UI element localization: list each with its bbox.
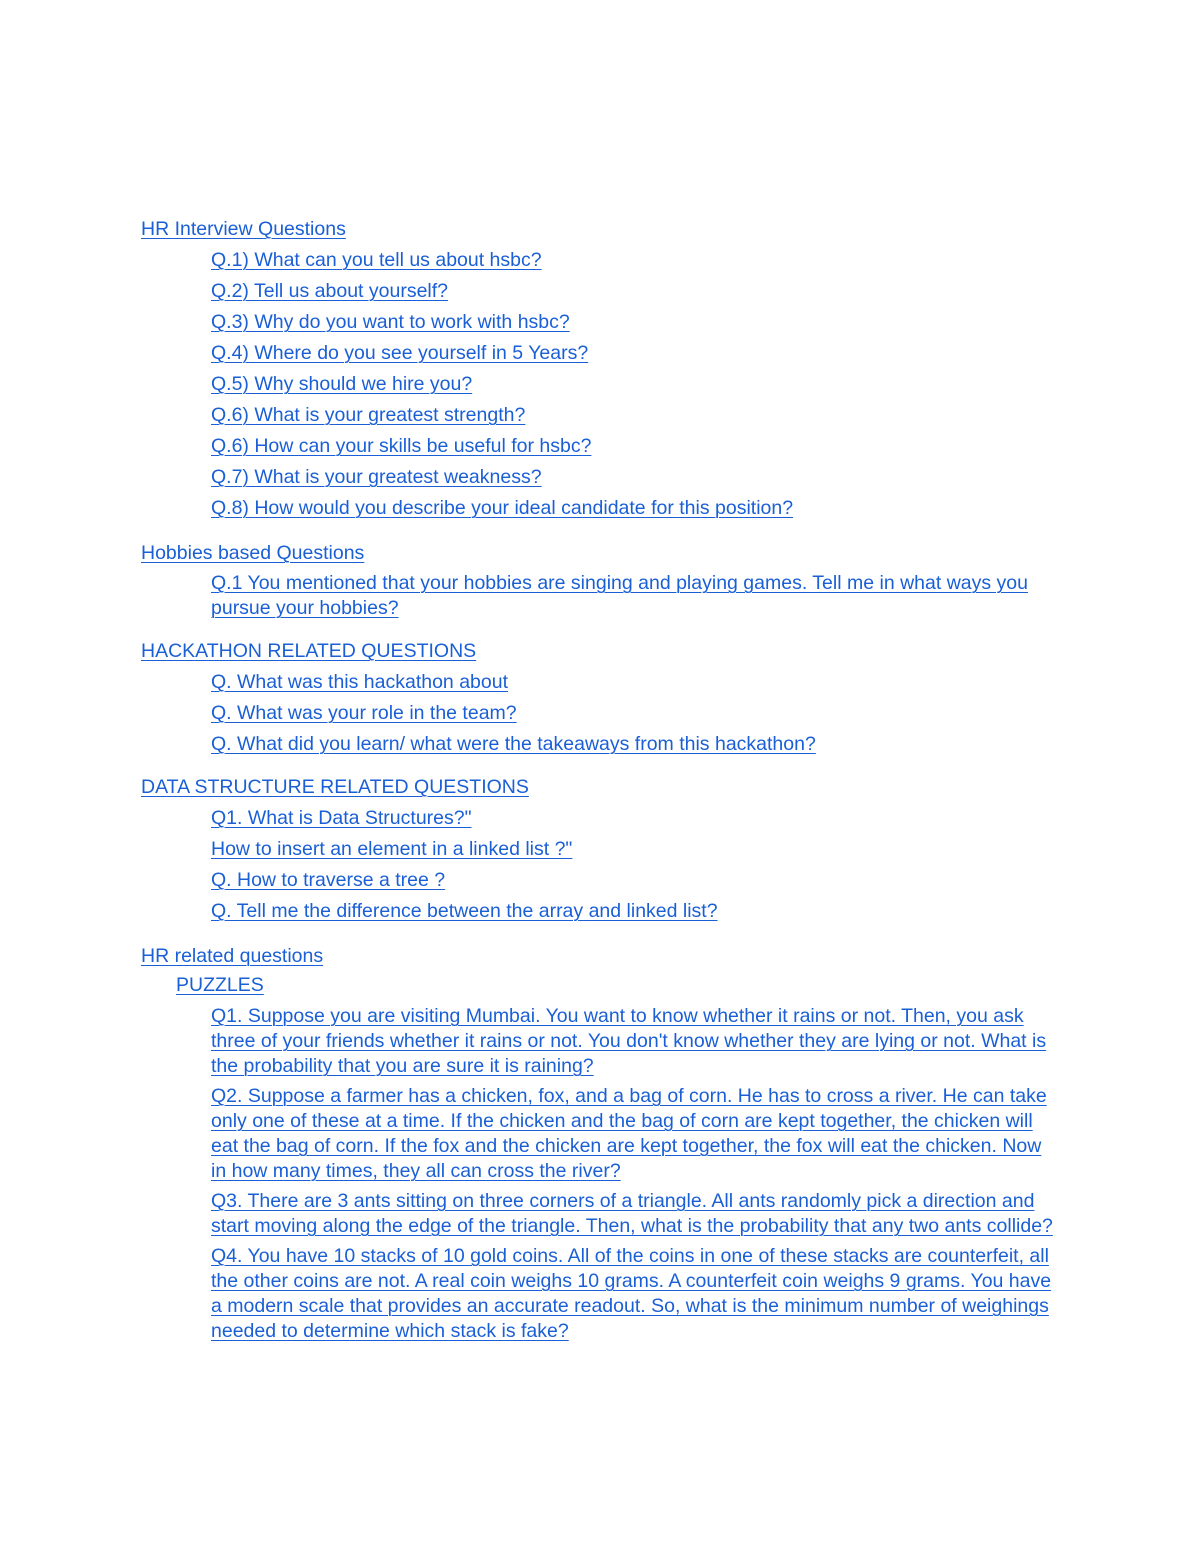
toc-link[interactable]: Q2. Suppose a farmer has a chicken, fox, and a bag of corn. He has to cross a river. He can take only one of these at a time. If the chicken and the bag of corn are kept together, the chicken will eat the bag of corn. If the fox and the chicken are kept together, the fox will eat the chicken. Now in how many times, they all can cross the river? bbox=[211, 1085, 1047, 1182]
toc-link[interactable]: Q1. What is Data Structures?" bbox=[211, 807, 472, 829]
toc-link[interactable]: Q3. There are 3 ants sitting on three corners of a triangle. All ants randomly pick a direction and start moving along the edge of the triangle. Then, what is the probability that any two ants collide? bbox=[211, 1190, 1053, 1237]
toc-link[interactable]: Q1. Suppose you are visiting Mumbai. You want to know whether it rains or not. Then, you ask three of your friends whether it rains or not. You don't know whether they are lying or not. What is the probability that you are sure it is raining? bbox=[211, 1005, 1047, 1077]
toc-link[interactable]: Q. How to traverse a tree ? bbox=[211, 869, 446, 891]
section-hobbies bbox=[141, 541, 1061, 621]
toc-link[interactable]: Q.3) Why do you want to work with hsbc? bbox=[211, 311, 570, 333]
toc-link[interactable]: Q.7) What is your greatest weakness? bbox=[211, 466, 542, 488]
toc-link[interactable]: Q. What did you learn/ what were the takeaways from this hackathon? bbox=[211, 733, 816, 755]
heading-data-structure-related-questions[interactable]: DATA STRUCTURE RELATED QUESTIONS bbox=[141, 776, 529, 798]
section-hackathon bbox=[141, 639, 1061, 757]
table-of-contents bbox=[141, 217, 1061, 1364]
toc-link[interactable]: Q. What was your role in the team? bbox=[211, 702, 517, 724]
toc-link[interactable]: Q.2) Tell us about yourself? bbox=[211, 280, 449, 302]
section-hr-related bbox=[141, 944, 1061, 1344]
toc-link[interactable]: Q.6) What is your greatest strength? bbox=[211, 404, 526, 426]
section-hr-interview bbox=[141, 217, 1061, 521]
heading-hr-related-questions[interactable]: HR related questions bbox=[141, 945, 324, 967]
toc-link[interactable]: How to insert an element in a linked list ?" bbox=[211, 838, 573, 860]
toc-link[interactable]: Q.1 You mentioned that your hobbies are singing and playing games. Tell me in what ways you pursue your hobbies? bbox=[211, 572, 1028, 619]
toc-link[interactable]: Q.4) Where do you see yourself in 5 Years? bbox=[211, 342, 589, 364]
heading-puzzles[interactable]: PUZZLES bbox=[176, 974, 264, 996]
toc-link[interactable]: Q.6) How can your skills be useful for hsbc? bbox=[211, 435, 592, 457]
toc-link[interactable]: Q.1) What can you tell us about hsbc? bbox=[211, 249, 542, 271]
toc-link[interactable]: Q4. You have 10 stacks of 10 gold coins. All of the coins in one of these stacks are counterfeit, all the other coins are not. A real coin weighs 10 grams. A counterfeit coin weighs 9 grams. You have a modern scale that provides an accurate readout. So, what is the minimum number of weighings needed to determine which stack is fake? bbox=[211, 1245, 1052, 1342]
toc-link[interactable]: Q.5) Why should we hire you? bbox=[211, 373, 473, 395]
heading-hackathon-related-questions[interactable]: HACKATHON RELATED QUESTIONS bbox=[141, 640, 477, 662]
toc-link[interactable]: Q. Tell me the difference between the array and linked list? bbox=[211, 900, 718, 922]
heading-hobbies-based-questions[interactable]: Hobbies based Questions bbox=[141, 542, 365, 564]
toc-link[interactable]: Q. What was this hackathon about bbox=[211, 671, 508, 693]
toc-link[interactable]: Q.8) How would you describe your ideal candidate for this position? bbox=[211, 497, 794, 519]
heading-hr-interview-questions[interactable]: HR Interview Questions bbox=[141, 218, 346, 240]
section-data-structure bbox=[141, 775, 1061, 924]
